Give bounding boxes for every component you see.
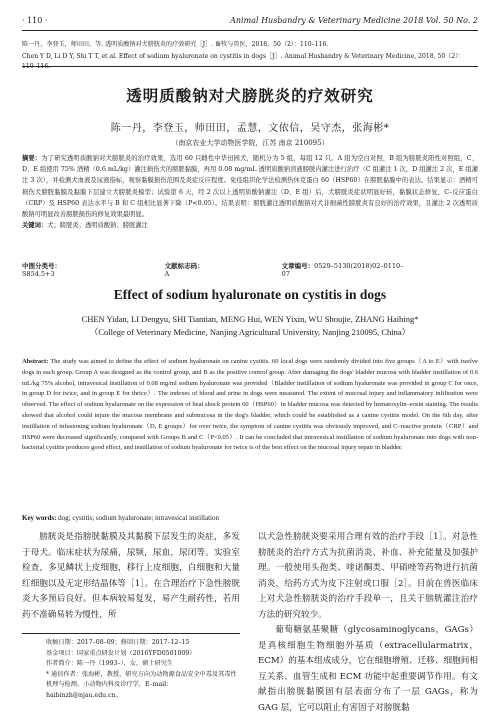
article-title-cn: 透明质酸钠对犬膀胱炎的疗效研究	[126, 87, 374, 105]
footnote	[22, 633, 240, 701]
authors-en: CHEN Yidan, LI Dengyu, SHI Tiantian, MENG Hui, WEN Yixin, WU Shoujie, ZHANG Haibing*	[81, 314, 419, 324]
intro-paragraph-1-continued: 以犬急性膀胱炎要采用合理有效的治疗手段［1］。对急性膀胱炎的治疗方式为抗菌消炎、补血、补充能量及加强护理。一般使用头孢类、喹诺酮类、甲硝唑等药物进行抗菌消炎，给药方式为皮下注射或口服［2］。目前在兽医临床上对犬急性膀胱炎的治疗手段单一，且关于膀胱灌注治疗方法的研究较少。	[258, 532, 478, 620]
clc-number: 中图分类号：S854.5+3	[22, 262, 61, 278]
journal-name: Animal Husbandry & Veterinary Medicine 2018 Vol. 50 No. 2	[230, 15, 478, 25]
keywords-en-label: Key words:	[22, 514, 57, 522]
abstract-en-label: Abstract:	[22, 358, 49, 365]
keywords-cn-text: 犬；膀胱炎；透明质酸钠；膀胱灌注	[47, 222, 148, 230]
intro-paragraph-1: 膀胱炎是指膀胱黏膜及其黏膜下层发生的炎症，多发于母犬。临床症状为尿痛，尿频，尿血，尿闭等。实验室检查，多见鳞状上皮细胞，移行上皮细胞，白细胞和大量红细胞以及无定形结晶体等［1］。在合理治疗下急性膀胱炎大多预后良好。但本病较易复发，易产生耐药性，若用药不准确易转为慢性，所	[22, 532, 240, 620]
citation-rule	[22, 66, 478, 67]
article-number: 文章编号：0529–5130(2018)02–0110–07	[281, 262, 404, 278]
footnote-first-author: 作者简介：陈一丹（1993–），女，硕士研究生	[46, 660, 174, 667]
footnote-funding: 基金项目：国家重点研发计划（2016YFD0501009）	[46, 649, 196, 657]
body-column-left	[22, 530, 240, 623]
affiliation-cn: （南京农业大学动物医学院，江苏 南京 210095）	[171, 139, 329, 147]
footnote-corresponding: * 通信作者：张海彬，教授，研究方向为动物源食品安全中毒及其毒性机理与检测、小动物内科及诊疗学，E–mail：haibinzh@njau.edu.cn。	[46, 670, 237, 699]
authors-en-block	[0, 313, 500, 339]
article-title-en: Effect of sodium hyaluronate on cystitis in dogs	[113, 287, 387, 302]
classification-row	[22, 261, 478, 278]
citation-en: Chen Y D, Li D Y, Shi T T, et al. Effect of sodium hyaluronate on cystitis in dogs［J］. Animal Husbandry & Veterinary Medicine, 2018, 50（2）：110–116.	[22, 53, 465, 70]
body-column-right	[258, 530, 478, 716]
citation-cn: 陈一丹，李登玉，师田田，等. 透明质酸钠对犬膀胱炎的疗效研究［J］. 畜牧与兽医，2018，50（2）：110–116.	[22, 41, 329, 48]
authors-cn: 陈一丹，李登玉，师田田，孟慧，文依信，吴守杰，张海彬*	[110, 123, 390, 134]
abstract-cn	[22, 153, 478, 231]
keywords-en-text: dog; cystitis; sodium hyaluronate; intravesical instillation	[58, 514, 219, 522]
keywords-en	[22, 514, 478, 522]
abstract-cn-text: 为了研究透明质酸钠对犬膀胱炎的治疗效果，选用 60 只雌性中华田园犬，随机分为 5 组，每组 12 只。A 组为空白对照，B 组为膀胱炎阳性对照组，C、D、E 组使用 75% 酒精（0.6 mL/kg）灌注损伤犬的膀胱黏膜，再用 0.08 mg/mL 透明质酸钠溶液膀胱内灌注进行治疗（C 组灌注 1 次，D 组灌注 2 次，E 组灌注 3 次），并检测犬血液及尿液指标，观察黏膜损伤范围及炎症反应程度。免疫组织化学法检测热休克蛋白 60（HSP60）在膀胱黏膜中的表达。结果显示：酒精可损伤犬膀胱黏膜及黏膜下层建立犬膀胱炎模型；试验第 6 天，经 2 次以上透明质酸钠灌注（D、E 组）后，犬膀胱炎症状明显好转，黏膜状态修复，C–反应蛋白（CRP）及 HSP60 表达水平与 B 和 C 组相比显著下降（P<0.05）。结果表明：膀胱灌注透明质酸钠对犬非细菌性膀胱炎有良好的治疗效果，且灌注 2 次透明质酸钠可明显改善膀胱损伤的修复效果最明显。	[22, 155, 479, 219]
running-head	[22, 12, 478, 28]
abstract-en-text: The study was aimed to define the effect of sodium hyaluronate on canine cystitis. 60 local dogs were randomly divided into five groups（A to E）with twelve dogs in each group. Group A was designed as the control group, and B as the positive control group. After damaging the dogs' bladder mucosa with bladder instillation of 0.6 mL/kg 75% alcohol, intravesical instillation of 0.08 mg/ml sodium hyaluronate was provided（Bladder instillation of sodium hyaluronate was provided in group C for once, in group D for twice, and in group E for thrice）. The indexes of blood and urine in dogs were measured. The extent of mucosal injury and inflammatory infiltration were observed. The effect of sodium hyaluronate on the expression of heat shock protein 60（HSP60）in bladder mucosa was detected by hematoxylin–eosin staining. The results showed that alcohol could injure the mucous membrane and submucosa in the dog's bladder, which could be established as a canine cystitis model. On the 6th day, after instillation of infusioning sodium hyaluronate（D, E groups）for over twice, the symptom of canine cystitis was obviously improved, and C–reactive protein（CRP）and HSP60 were decreased significantly, compared with Groups B and C（P<0.05）. It can be concluded that intravesical instillation of sodium hyaluronate into dogs with non-bacterial cystitis produces good effect, and instillation of sodium hyaluronate for twice is of the best effect on the mucosal injury repair in bladder.	[22, 358, 479, 452]
header-rule	[22, 30, 478, 31]
abstract-cn-label: 摘要：	[22, 155, 42, 162]
document-code: 文献标志码：A	[164, 262, 204, 278]
keywords-cn-label: 关键词：	[22, 222, 48, 230]
intro-paragraph-2: 葡萄糖氨基聚糖（glycosaminoglycans，GAGs）是真核细胞生物细胞外基质（extracellularmatrix，ECM）的基本组成成分，它在细胞增殖、迁移、细胞间相互关系、血管生成和 ECM 功能中起重要调节作用。有文献指出膀胱黏膜固有层表面分布了一层 GAGs，称为 GAG 层，它可以阻止有害因子对膀胱黏	[258, 625, 478, 713]
affiliation-en: （College of Veterinary Medicine, Nanjing Agricultural University, Nanjing 210095, China）	[89, 327, 411, 337]
page-number: · 110 ·	[22, 15, 48, 25]
footnote-received: 收稿日期：2017–08–09；修回日期：2017–12–15	[46, 639, 190, 646]
abstract-en	[22, 357, 478, 454]
